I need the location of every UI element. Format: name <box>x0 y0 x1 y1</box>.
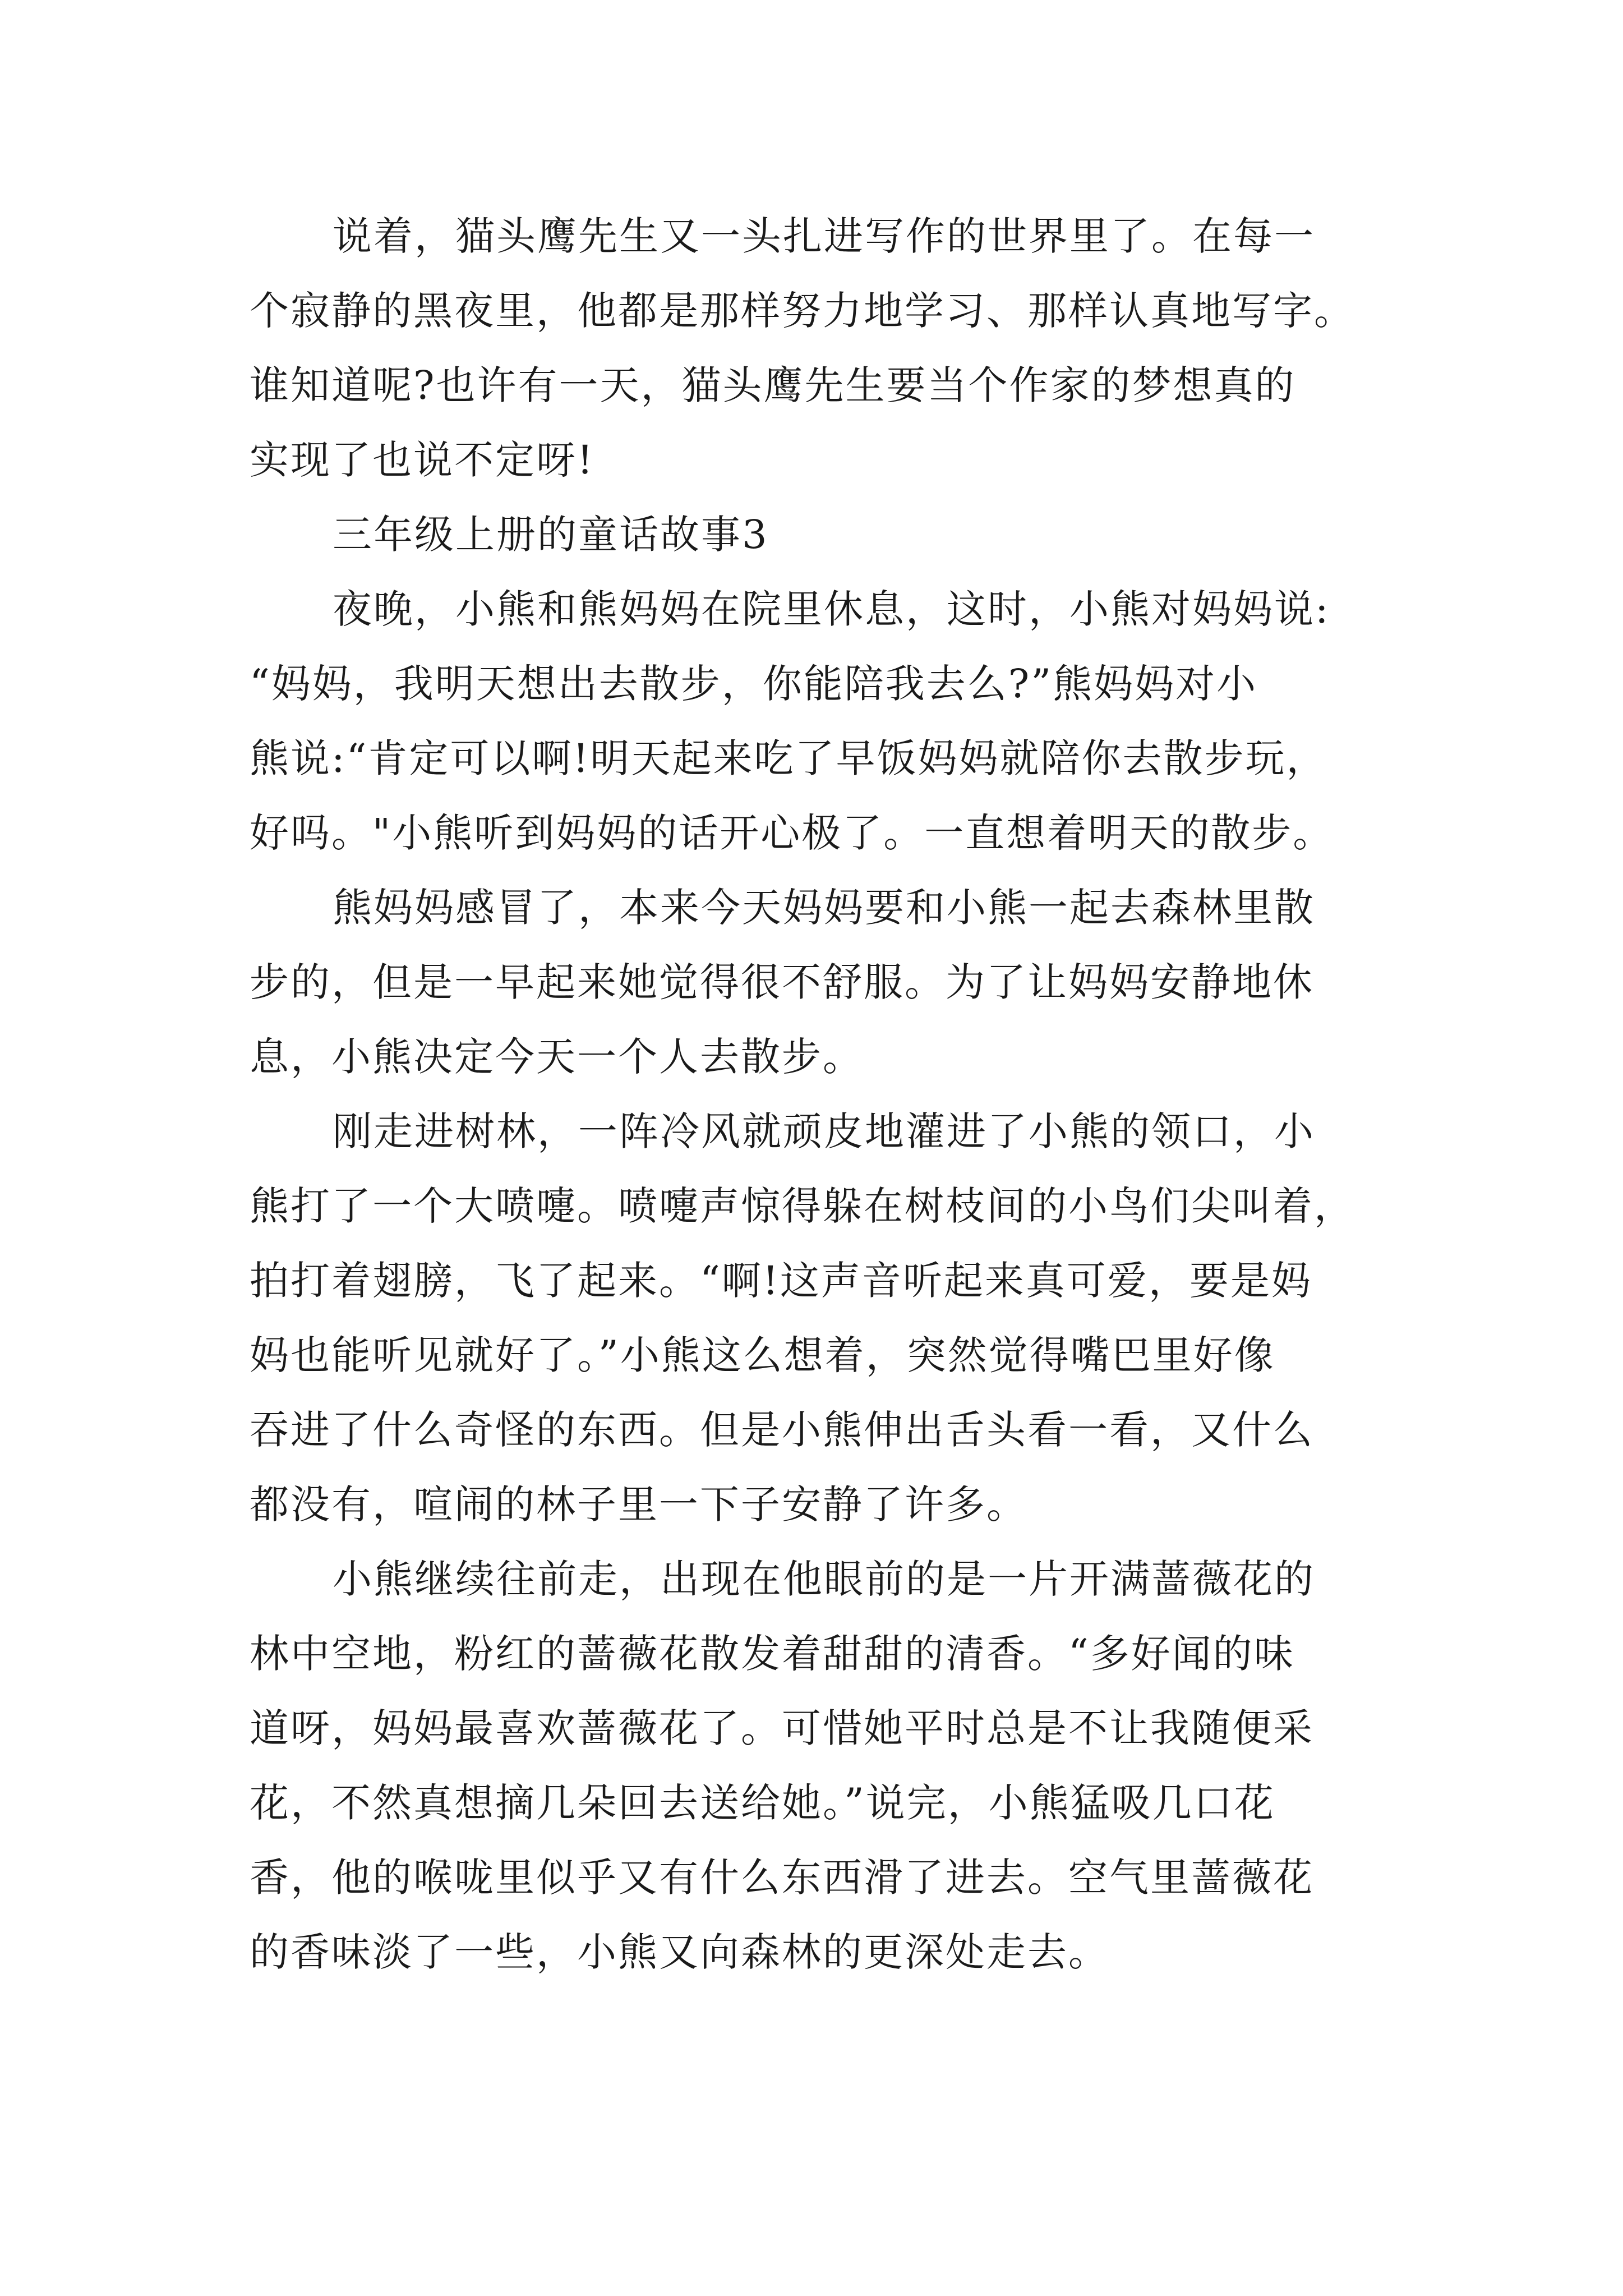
text-line: 实现了也说不定呀! <box>250 437 595 483</box>
text-line: 道呀，妈妈最喜欢蔷薇花了。可惜她平时总是不让我随便采 <box>250 1705 1314 1751</box>
text-line: 谁知道呢?也许有一天，猫头鹰先生要当个作家的梦想真的 <box>250 362 1296 408</box>
text-line: 香，他的喉咙里似乎又有什么东西滑了进去。空气里蔷薇花 <box>250 1855 1314 1901</box>
document-body <box>250 199 1391 1990</box>
text-line: 息，小熊决定今天一个人去散步。 <box>250 1034 864 1080</box>
section-title: 三年级上册的童话故事3 <box>333 512 769 558</box>
text-line: 熊打了一个大喷嚏。喷嚏声惊得躲在树枝间的小鸟们尖叫着， <box>250 1183 1355 1229</box>
paragraph-5 <box>250 1542 1391 1990</box>
text-line: 步的，但是一早起来她觉得很不舒服。为了让妈妈安静地休 <box>250 959 1314 1005</box>
text-line: 个寂静的黑夜里，他都是那样努力地学习、那样认真地写字。 <box>250 288 1355 334</box>
paragraph-4 <box>250 1094 1391 1542</box>
text-line: 好吗。"小熊听到妈妈的话开心极了。一直想着明天的散步。 <box>250 810 1334 856</box>
text-line: 林中空地，粉红的蔷薇花散发着甜甜的清香。“多好闻的味 <box>250 1631 1295 1677</box>
text-line: 妈也能听见就好了。”小熊这么想着，突然觉得嘴巴里好像 <box>250 1332 1275 1378</box>
text-line: 的香味淡了一些，小熊又向森林的更深处走去。 <box>250 1929 1109 1975</box>
text-line: 熊说:“肯定可以啊!明天起来吃了早饭妈妈就陪你去散步玩， <box>250 735 1327 781</box>
text-line: 说着，猫头鹰先生又一头扎进写作的世界里了。在每一 <box>333 213 1315 259</box>
text-line: 刚走进树林，一阵冷风就顽皮地灌进了小熊的领口，小 <box>333 1108 1315 1154</box>
paragraph-1 <box>250 199 1391 498</box>
paragraph-3 <box>250 871 1391 1094</box>
text-line: 花，不然真想摘几朵回去送给她。”说完，小熊猛吸几口花 <box>250 1780 1275 1826</box>
text-line: 小熊继续往前走，出现在他眼前的是一片开满蔷薇花的 <box>333 1556 1315 1602</box>
paragraph-2 <box>250 572 1391 871</box>
text-line: 都没有，喧闹的林子里一下子安静了许多。 <box>250 1481 1027 1527</box>
text-line: 吞进了什么奇怪的东西。但是小熊伸出舌头看一看，又什么 <box>250 1407 1314 1453</box>
text-line: 熊妈妈感冒了，本来今天妈妈要和小熊一起去森林里散 <box>333 885 1315 931</box>
story-heading <box>250 498 1391 572</box>
text-line: 夜晚，小熊和熊妈妈在院里休息，这时，小熊对妈妈说: <box>333 586 1330 632</box>
text-line: 拍打着翅膀，飞了起来。“啊!这声音听起来真可爱，要是妈 <box>250 1258 1312 1304</box>
text-line: “妈妈，我明天想出去散步，你能陪我去么?”熊妈妈对小 <box>250 661 1258 707</box>
